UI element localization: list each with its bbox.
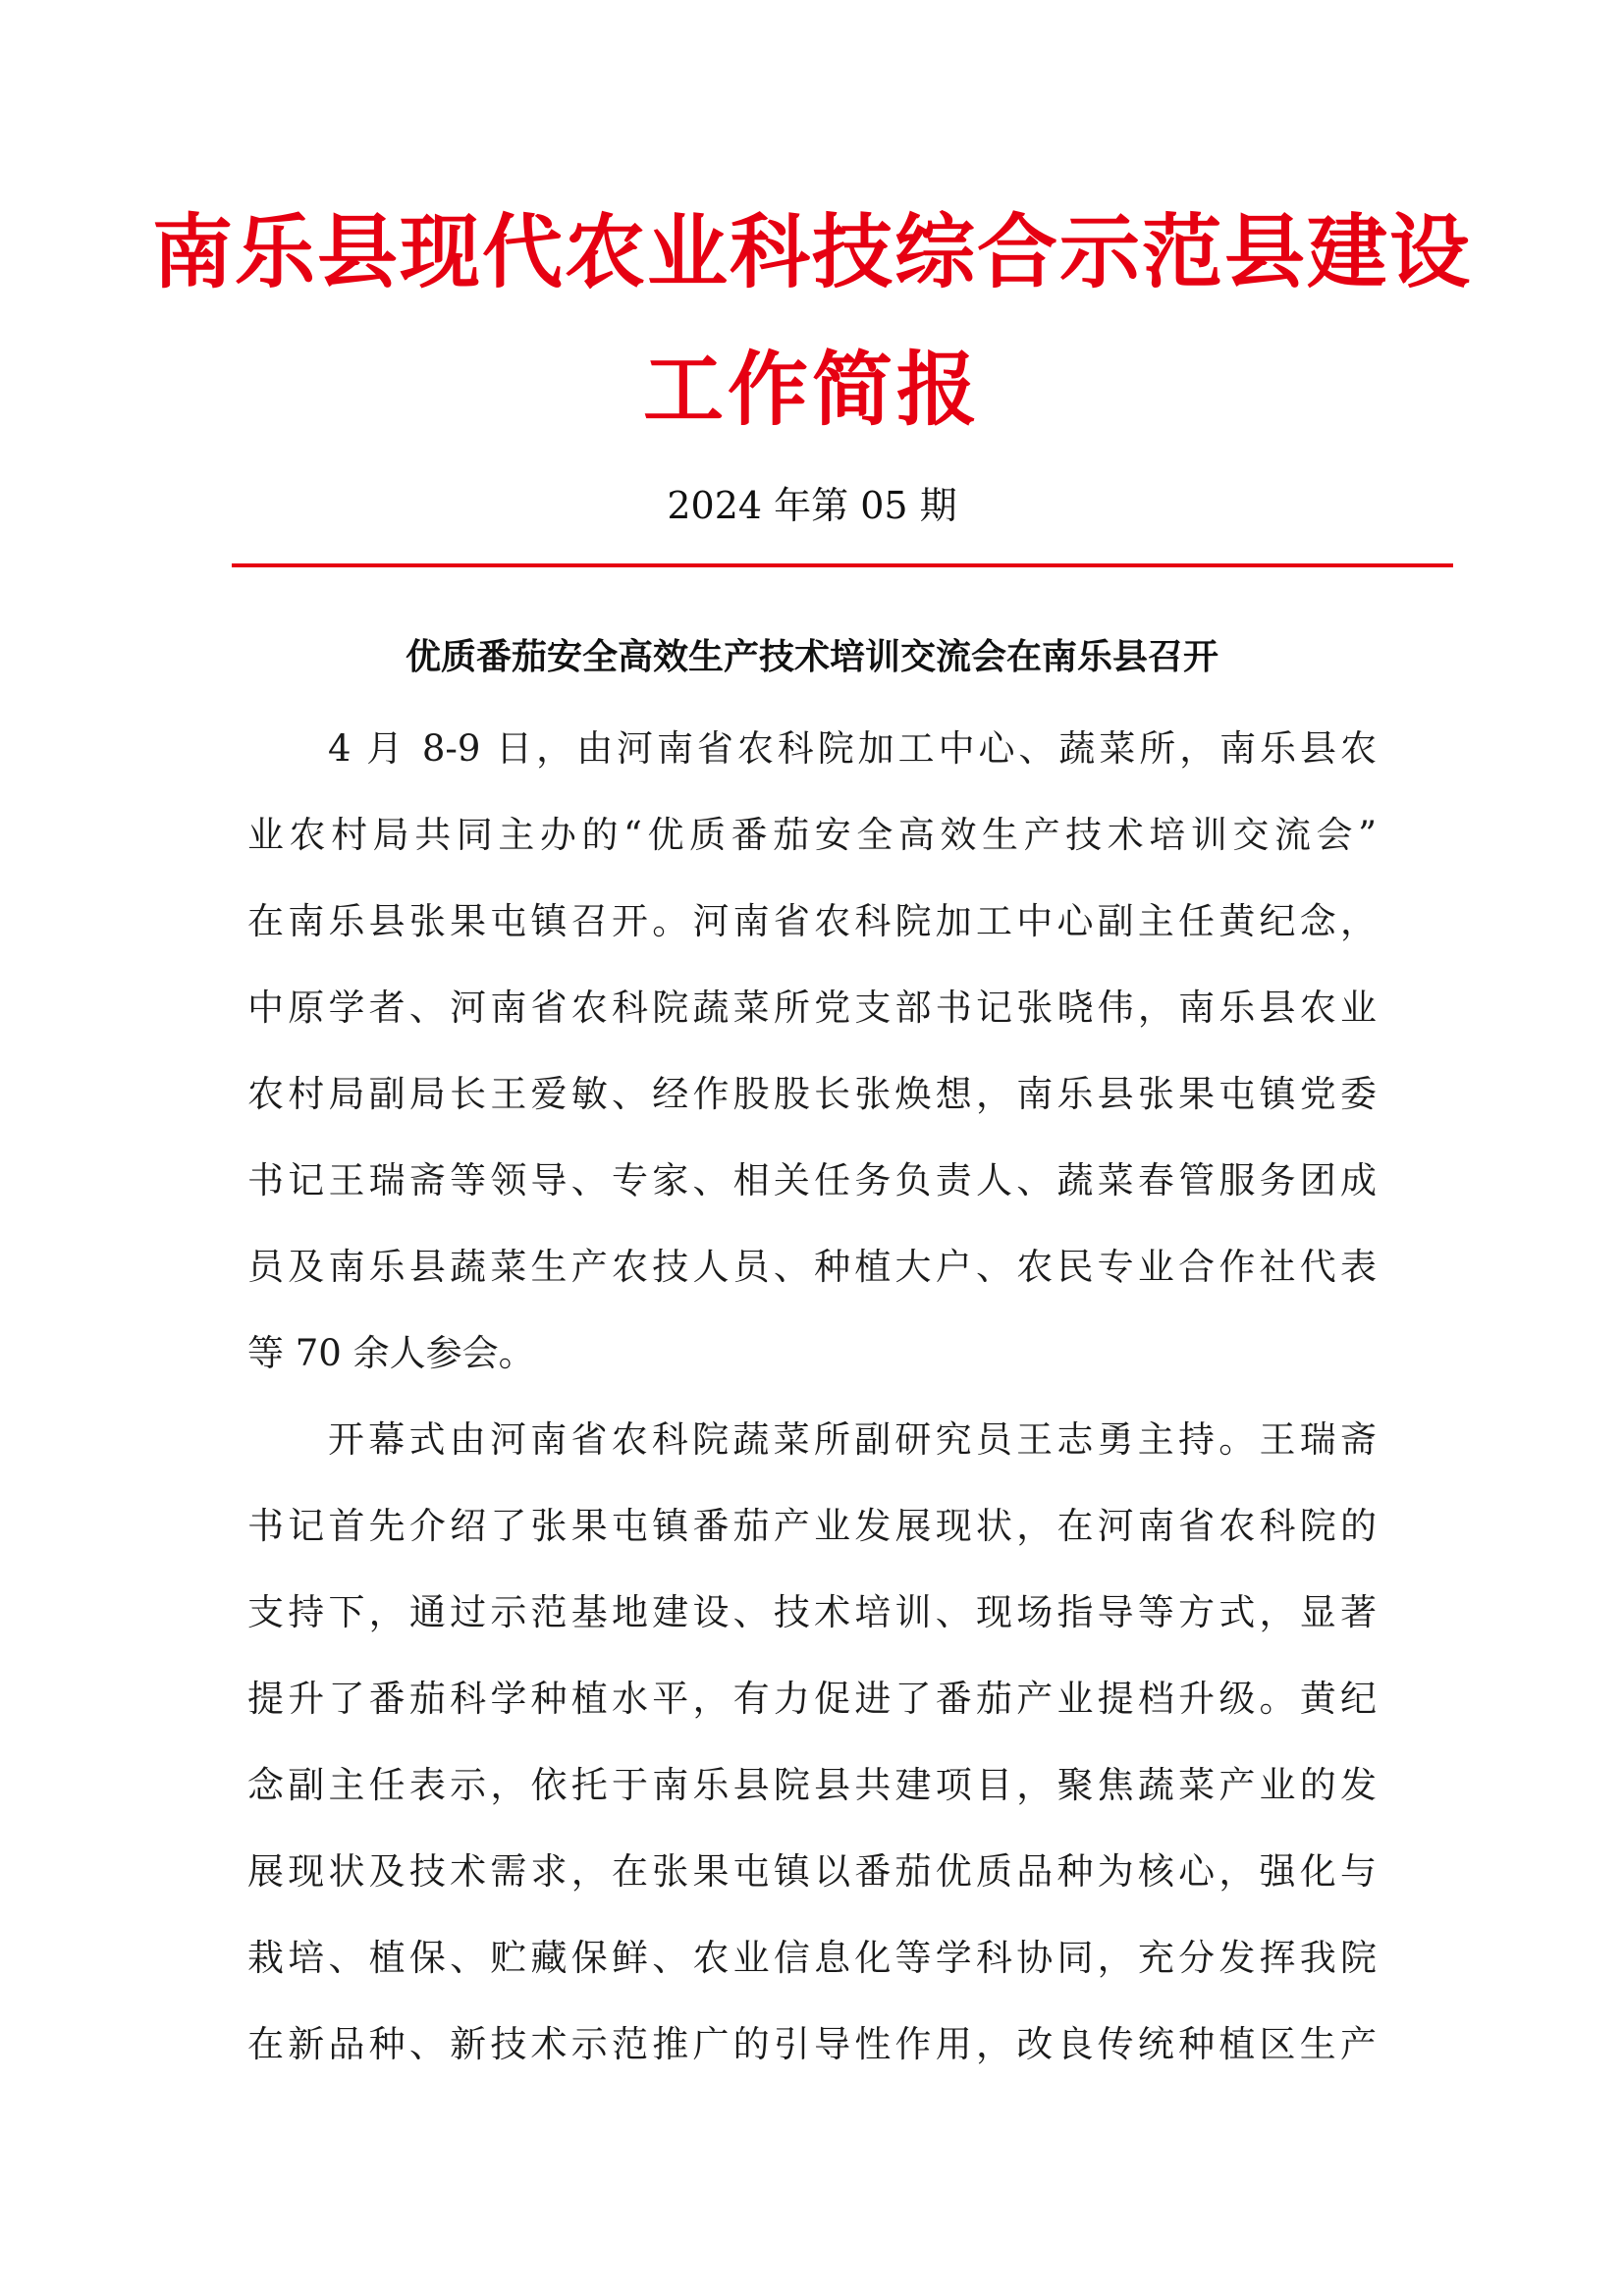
masthead-title-line1: 南乐县现代农业科技综合示范县建设	[151, 205, 1472, 299]
body-line: 书记王瑞斋等领导、专家、相关任务负责人、蔬菜春管服务团成	[247, 1159, 1377, 1201]
body-line: 栽培、植保、贮藏保鲜、农业信息化等学科协同，充分发挥我院	[247, 1937, 1377, 1979]
body-line: 支持下，通过示范基地建设、技术培训、现场指导等方式，显著	[247, 1591, 1377, 1633]
masthead-divider	[232, 563, 1453, 567]
body-line: 提升了番茄科学种植水平，有力促进了番茄产业提档升级。黄纪	[247, 1678, 1377, 1720]
body-line: 4 月 8-9 日，由河南省农科院加工中心、蔬菜所，南乐县农	[328, 727, 1377, 770]
body-line: 书记首先介绍了张果屯镇番茄产业发展现状，在河南省农科院的	[247, 1505, 1377, 1547]
body-line: 在南乐县张果屯镇召开。河南省农科院加工中心副主任黄纪念，	[247, 900, 1377, 942]
body-line: 业农村局共同主办的“优质番茄安全高效生产技术培训交流会”	[247, 814, 1377, 856]
body-line: 员及南乐县蔬菜生产农技人员、种植大户、农民专业合作社代表	[247, 1246, 1377, 1288]
body-line: 开幕式由河南省农科院蔬菜所副研究员王志勇主持。王瑞斋	[328, 1418, 1377, 1461]
body-line: 念副主任表示，依托于南乐县院县共建项目，聚焦蔬菜产业的发	[247, 1764, 1377, 1806]
body-line: 中原学者、河南省农科院蔬菜所党支部书记张晓伟，南乐县农业	[247, 987, 1377, 1029]
body-line: 在新品种、新技术示范推广的引导性作用，改良传统种植区生产	[247, 2023, 1377, 2065]
article-title: 优质番茄安全高效生产技术培训交流会在南乐县召开	[405, 637, 1218, 677]
body-line: 农村局副局长王爱敏、经作股股长张焕想，南乐县张果屯镇党委	[247, 1073, 1377, 1115]
issue-number: 2024 年第 05 期	[667, 484, 957, 527]
body-line: 展现状及技术需求，在张果屯镇以番茄优质品种为核心，强化与	[247, 1850, 1377, 1893]
masthead-title-line2: 工作简报	[642, 343, 981, 437]
body-line: 等 70 余人参会。	[247, 1332, 535, 1374]
